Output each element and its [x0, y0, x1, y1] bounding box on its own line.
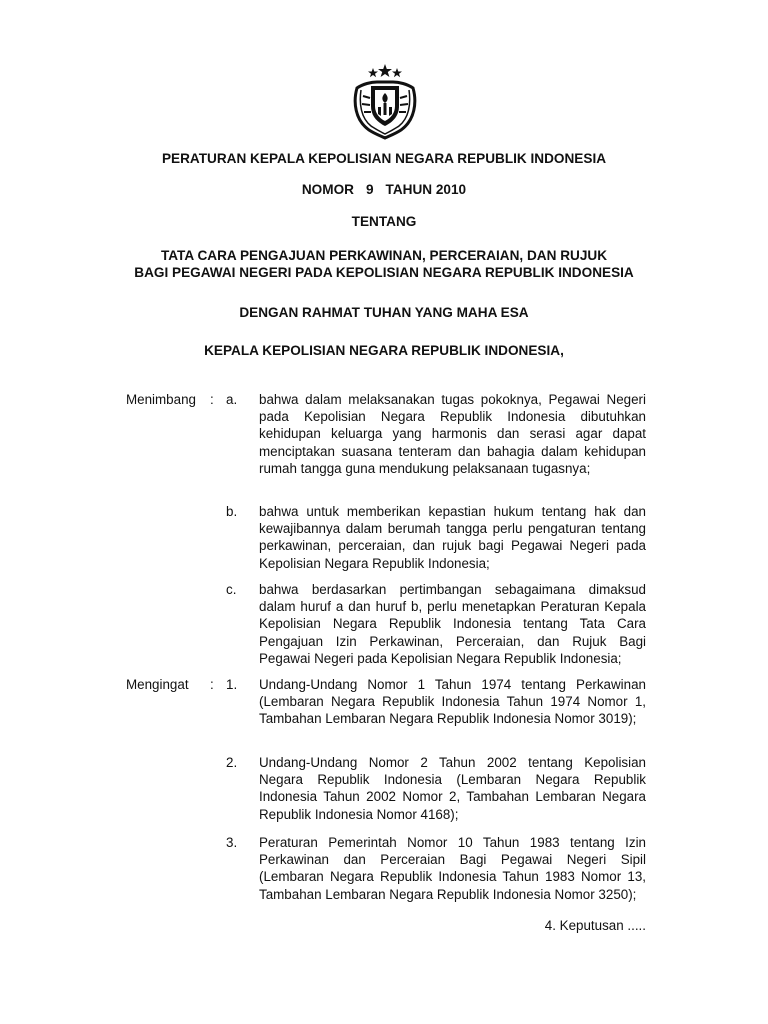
tahun-value: 2010: [435, 182, 467, 197]
mengingat-item-marker: 1.: [226, 677, 238, 692]
tentang-heading: TENTANG: [351, 214, 417, 229]
mengingat-item-marker: 3.: [226, 835, 238, 850]
mengingat-colon: :: [210, 677, 214, 692]
menimbang-item-text: bahwa dalam melaksanakan tugas pokoknya, Pegawai Negeri pada Kepolisian Negara Republik Indonesia dibutuhkan kehidupan keluarga yang harmonis dan serasi agar dapat menciptakan suasana tenteram dan bahagia dalam kehidupan rumah tangga guna mendukung pelaksanaan tugasnya;: [259, 392, 646, 476]
menimbang-item-marker: b.: [226, 504, 238, 519]
menimbang-item-text: bahwa berdasarkan pertimbangan sebagaimana dimaksud dalam huruf a dan huruf b, perlu menetapkan Peraturan Kepala Kepolisian Negara Republik Indonesia tentang Tata Cara Pengajuan Izin Perkawinan, Perceraian, dan Rujuk Bagi Pegawai Negeri pada Kepolisian Negara Republik Indonesia;: [259, 582, 646, 666]
menimbang-item-text: bahwa untuk memberikan kepastian hukum tentang hak dan kewajibannya dalam berumah tangga perlu pengaturan tentang perkawinan, perceraian, dan rujuk bagi Pegawai Negeri pada Kepolisian Negara Republik Indonesia;: [259, 504, 646, 571]
kepala-heading: KEPALA KEPOLISIAN NEGARA REPUBLIK INDONESIA,: [204, 343, 564, 358]
nomor-value: 9: [365, 182, 374, 197]
mengingat-item-marker: 2.: [226, 755, 238, 770]
mengingat-item-text: Peraturan Pemerintah Nomor 10 Tahun 1983 tentang Izin Perkawinan dan Perceraian Bagi Pegawai Negeri Sipil (Lembaran Negara Republik Indonesia Tahun 1983 Nomor 13, Tambahan Lembaran Negara Republik Indonesia Nomor 3250);: [259, 835, 646, 902]
menimbang-label: Menimbang: [126, 392, 196, 407]
rahmat-heading: DENGAN RAHMAT TUHAN YANG MAHA ESA: [239, 305, 529, 320]
menimbang-item-marker: c.: [226, 582, 237, 597]
police-emblem-icon: [343, 62, 427, 140]
continuation-note: 4. Keputusan .....: [544, 918, 646, 933]
mengingat-item-text: Undang-Undang Nomor 1 Tahun 1974 tentang Perkawinan (Lembaran Negara Republik Indonesia Tahun 1974 Nomor 1, Tambahan Lembaran Negara Republik Indonesia Nomor 3019);: [259, 677, 646, 727]
mengingat-label: Mengingat: [126, 677, 189, 692]
nomor-label: NOMOR: [301, 182, 354, 197]
mengingat-item-text: Undang-Undang Nomor 2 Tahun 2002 tentang Kepolisian Negara Republik Indonesia (Lembaran Negara Republik Indonesia Tahun 2002 Nomor 2, Tambahan Lembaran Negara Republik Indonesia Nomor 4168);: [259, 755, 646, 822]
document-number: [0, 181, 768, 198]
subject-line-1: TATA CARA PENGAJUAN PERKAWINAN, PERCERAIAN, DAN RUJUK: [160, 248, 608, 263]
document-title: PERATURAN KEPALA KEPOLISIAN NEGARA REPUBLIK INDONESIA: [161, 151, 607, 166]
tahun-label: TAHUN: [385, 182, 433, 197]
subject-line-2: BAGI PEGAWAI NEGERI PADA KEPOLISIAN NEGARA REPUBLIK INDONESIA: [134, 265, 634, 280]
menimbang-item-marker: a.: [226, 392, 238, 407]
menimbang-colon: :: [210, 392, 214, 407]
